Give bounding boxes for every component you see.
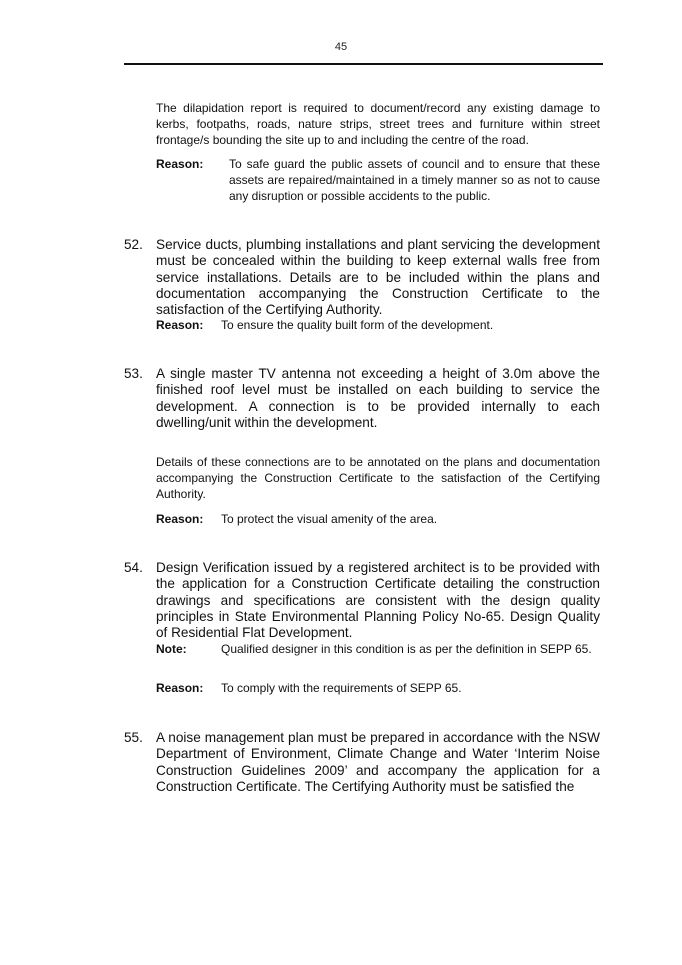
reason-label: Reason: <box>156 681 204 695</box>
reason-label: Reason: <box>156 157 204 171</box>
reason-text: To protect the visual amenity of the area. <box>221 512 438 526</box>
condition-55-text: A noise management plan must be prepared in accordance with the NSW Department of Environment, Climate Change and Water ‘Interim Noise Construction Guidelines 2009’ and accompany the application for a Construction Certificate. The Certifying Authority must be satisfied the <box>156 730 600 794</box>
condition-54-reason <box>156 680 600 696</box>
condition-number-52: 52. <box>124 237 143 252</box>
condition-53-detail: Details of these connections are to be annotated on the plans and documentation accompanying the Construction Certificate to the satisfaction of the Certifying Authority. <box>156 455 600 501</box>
header-rule <box>124 63 603 65</box>
reason-label: Reason: <box>156 512 204 526</box>
note-label: Note: <box>156 642 187 656</box>
page-number: 45 <box>334 41 348 53</box>
condition-number-53: 53. <box>124 366 143 381</box>
intro-reason <box>156 156 600 204</box>
condition-number-54: 54. <box>124 560 143 575</box>
reason-label: Reason: <box>156 318 204 332</box>
reason-text: To ensure the quality built form of the development. <box>221 318 494 332</box>
condition-number-55: 55. <box>124 730 143 745</box>
intro-paragraph: The dilapidation report is required to document/record any existing damage to kerbs, footpaths, roads, nature strips, street trees and furniture within street frontage/s bounding the site up to and including the centre of the road. <box>156 101 600 147</box>
note-text: Qualified designer in this condition is as per the definition in SEPP 65. <box>221 642 592 656</box>
reason-text: To comply with the requirements of SEPP 65. <box>221 681 462 695</box>
reason-text: To safe guard the public assets of council and to ensure that these assets are repaired/maintained in a timely manner so as not to cause any disruption or possible accidents to the public. <box>229 157 600 203</box>
condition-54-text: Design Verification issued by a registered architect is to be provided with the application for a Construction Certificate detailing the construction drawings and specifications are consistent with the design quality principles in State Environmental Planning Policy No-65. Design Quality of Residential Flat Development. <box>156 560 600 641</box>
condition-53-text: A single master TV antenna not exceeding a height of 3.0m above the finished roof level must be installed on each building to service the development. A connection is to be provided internally to each dwelling/unit within the development. <box>156 366 600 430</box>
condition-52-reason <box>156 317 600 333</box>
condition-52-text: Service ducts, plumbing installations and plant servicing the development must be concealed within the building to keep external walls free from service installations. Details are to be included within the plans and documentation accompanying the Construction Certificate to the satisfaction of the Certifying Authority. <box>156 237 600 318</box>
condition-53-reason <box>156 511 600 527</box>
condition-54-note <box>156 641 600 657</box>
